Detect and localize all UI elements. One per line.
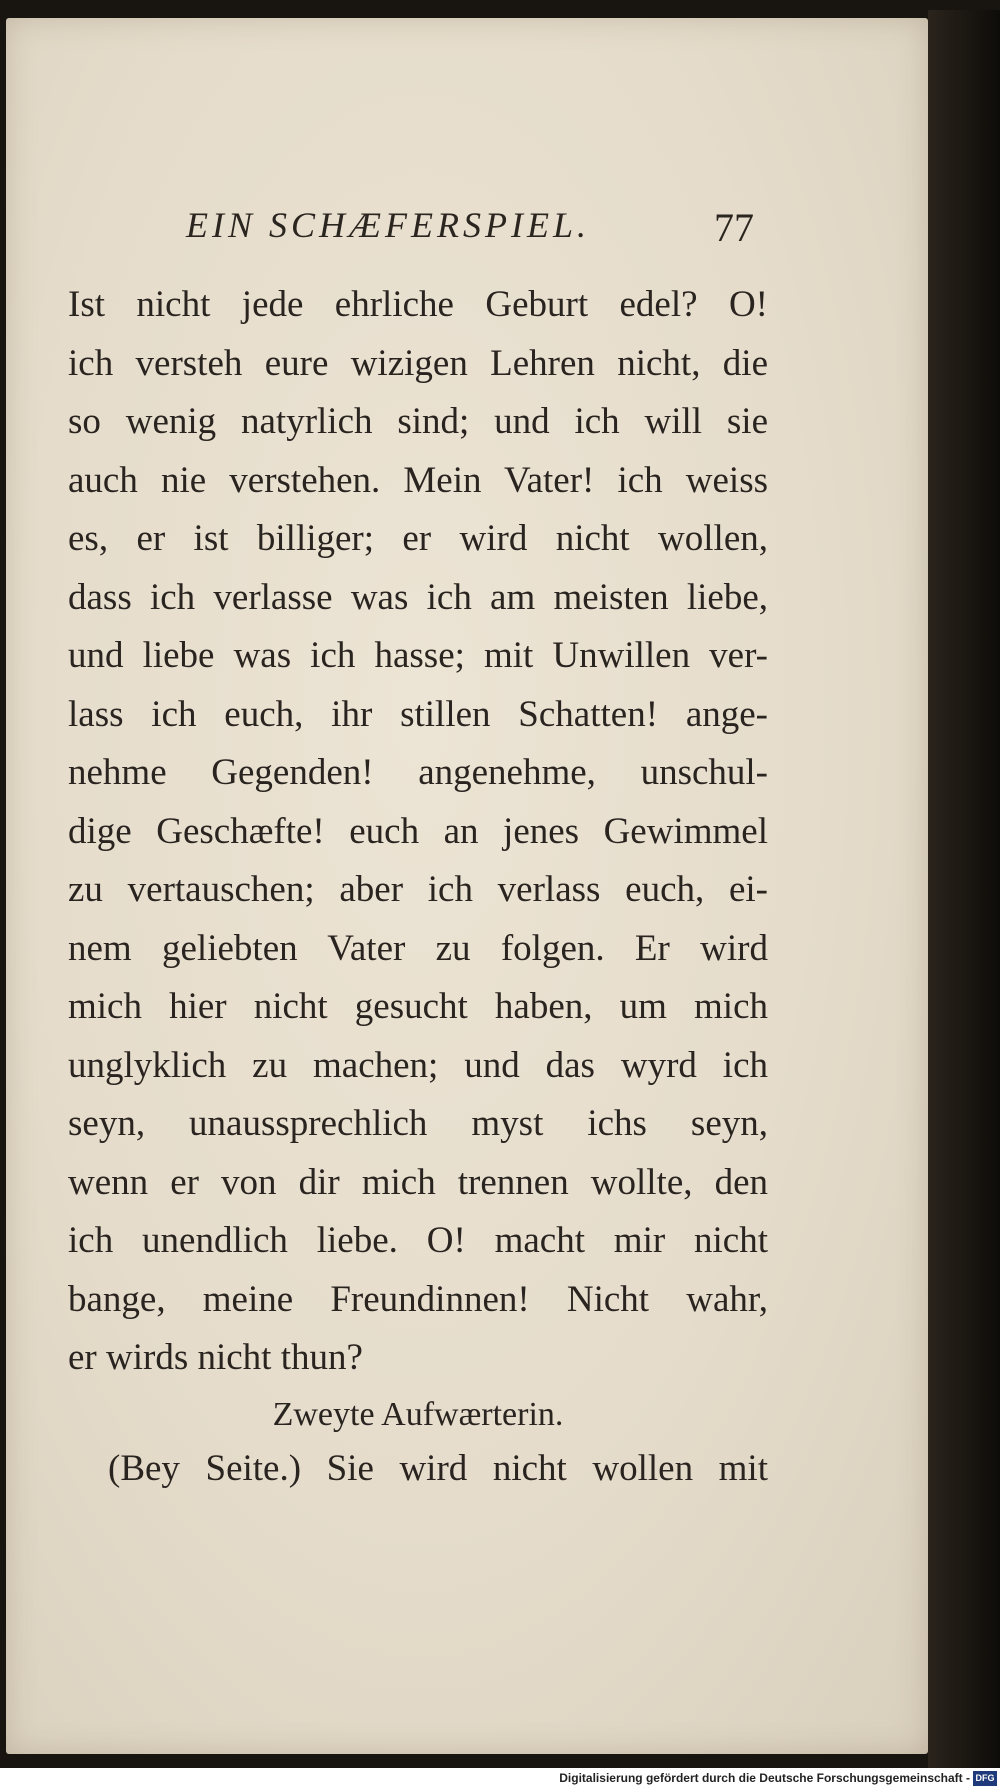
book-edge bbox=[928, 10, 1000, 1768]
text-line: so wenig natyrlich sind; und ich will sie bbox=[68, 401, 768, 442]
text-line: und liebe was ich hasse; mit Unwillen ver- bbox=[68, 635, 768, 676]
text-line: zu vertauschen; aber ich verlass euch, ei- bbox=[68, 869, 768, 910]
text-line: ich unendlich liebe. O! macht mir nicht bbox=[68, 1220, 768, 1261]
page-number: 77 bbox=[714, 205, 754, 250]
footer-bar bbox=[0, 1768, 1000, 1790]
text-line: mich hier nicht gesucht haben, um mich bbox=[68, 986, 768, 1027]
stage-direction-line: (Bey Seite.) Sie wird nicht wollen mit bbox=[108, 1448, 768, 1489]
running-title: EIN SCHÆFERSPIEL. bbox=[186, 205, 590, 245]
funding-credit: Digitalisierung gefördert durch die Deutsche Forschungsgemeinschaft - bbox=[559, 1771, 970, 1785]
text-line: er wirds nicht thun? bbox=[68, 1337, 363, 1378]
text-line: auch nie verstehen. Mein Vater! ich weiss bbox=[68, 459, 768, 501]
dfg-logo: DFG bbox=[973, 1771, 997, 1786]
text-line: seyn, unaussprechlich myst ichs seyn, bbox=[68, 1103, 768, 1144]
body-text bbox=[68, 276, 768, 1388]
text-line: bange, meine Freundinnen! Nicht wahr, bbox=[68, 1278, 768, 1320]
text-line: dass ich verlasse was ich am meisten liebe, bbox=[68, 576, 768, 618]
book-page bbox=[6, 18, 928, 1754]
text-line: Ist nicht jede ehrliche Geburt edel? O! bbox=[68, 284, 768, 325]
text-line: es, er ist billiger; er wird nicht wollen, bbox=[68, 518, 768, 559]
text-line: unglyklich zu machen; und das wyrd ich bbox=[68, 1044, 768, 1086]
text-line: dige Geschæfte! euch an jenes Gewimmel bbox=[68, 810, 768, 852]
text-line: lass ich euch, ihr stillen Schatten! ange- bbox=[68, 693, 768, 735]
text-line: wenn er von dir mich trennen wollte, den bbox=[68, 1161, 768, 1203]
text-line: nem geliebten Vater zu folgen. Er wird bbox=[68, 927, 768, 969]
text-line: nehme Gegenden! angenehme, unschul- bbox=[68, 752, 768, 793]
speaker-heading: Zweyte Aufwærterin. bbox=[272, 1396, 564, 1433]
text-line: ich versteh eure wizigen Lehren nicht, die bbox=[68, 342, 768, 384]
